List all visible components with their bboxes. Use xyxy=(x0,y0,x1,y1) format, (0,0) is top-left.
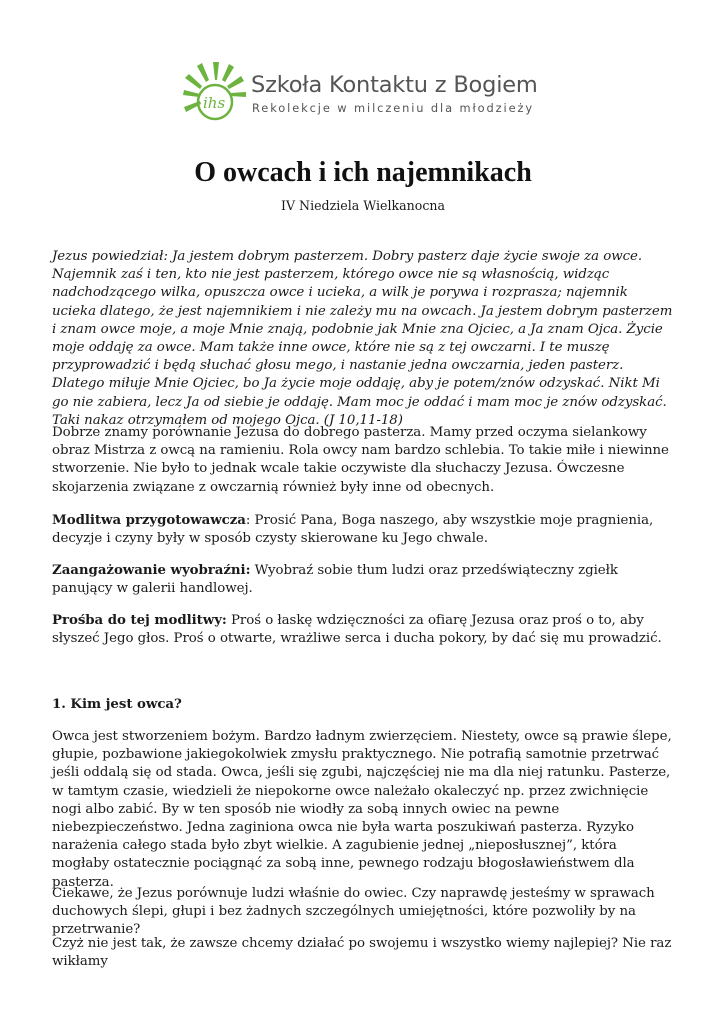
section-heading: 1. Kim jest owca? xyxy=(52,696,182,712)
request-paragraph xyxy=(52,611,674,648)
section-paragraph-1: Owca jest stworzeniem bożym. Bardzo ładnym zwierzęciem. Niestety, owce są prawie ślepe, głupie, pozbawione jakiegokolwiek zmysłu praktycznego. Nie potrafią samotnie przetrwać jeśli oddalą się od stada. Owca, jeśli się zgubi, najczęściej nie ma dla niej ratunku. Pasterze, w tamtym czasie, wiedzieli że niepokorne owce należało okaleczyć np. przez zwichnięcie nogi albo zabić. By w ten sposób nie wiodły za sobą innych owiec na pewne niebezpieczeństwo. Jedna zaginiona owca nie była warta poszukiwań pasterza. Ryzyko narażenia całego stada było zbyt wielkie. A zagubienie jednej „nieposłusznej”, która mogłaby ostatecznie pociągnąć za sobą inne, pewnego rodzaju błogosławieństwem dla pasterza. xyxy=(52,729,672,890)
request-label: Prośba do tej modlitwy: xyxy=(52,612,227,628)
section-paragraph-2: Ciekawe, że Jezus porównuje ludzi właśnie do owiec. Czy naprawdę jesteśmy w sprawach duchowych ślepi, głupi i bez żadnych szczególnych umiejętności, które pozwoliły by na przetrwanie? xyxy=(52,886,655,938)
prayer-paragraph xyxy=(52,511,674,548)
logo-tagline: Rekolekcje w milczeniu dla młodzieży xyxy=(252,101,535,115)
page-title: O owcach i ich najemnikach xyxy=(194,157,532,188)
prayer-label: Modlitwa przygotowawcza xyxy=(52,512,246,528)
sun-emblem-icon xyxy=(183,58,249,126)
page-subtitle: IV Niedziela Wielkanocna xyxy=(280,198,446,213)
svg-text:ihs: ihs xyxy=(203,94,226,112)
scripture-quote: Jezus powiedział: Ja jestem dobrym pasterzem. Dobry pasterz daje życie swoje za owce. Najemnik zaś i ten, kto nie jest pasterzem, którego owce nie są własnością, widząc nadchodzącego wilka, opuszcza owce i ucieka, a wilk je porywa i rozprasza; najemnik ucieka dlatego, że jest najemnikiem i nie zależy mu na owcach. Ja jestem dobrym pasterzem i znam owce moje, a moje Mnie znają, podobnie jak Mnie zna Ojciec, a Ja znam Ojca. Życie moje oddaję za owce. Mam także inne owce, które nie są z tej owczarni. I te muszę przyprowadzić i będą słuchać głosu mego, i nastanie jedna owczarnia, jeden pasterz. Dlatego miłuje Mnie Ojciec, bo Ja życie moje oddaję, aby je potem/znów odzyskać. Nikt Mi go nie zabiera, lecz Ja od siebie je oddaję. Mam moc je oddać i mam moc je znów odzyskać. Taki nakaz otrzymałem od mojego Ojca. (J 10,11-18) xyxy=(52,249,673,428)
imagination-paragraph xyxy=(52,561,674,598)
logo-title: Szkoła Kontaktu z Bogiem xyxy=(251,72,538,98)
intro-paragraph: Dobrze znamy porównanie Jezusa do dobrego pasterza. Mamy przed oczyma sielankowy obraz Mistrza z owcą na ramieniu. Rola owcy nam bardzo schlebia. To takie miłe i niewinne stworzenie. Nie było to jednak wcale takie oczywiste dla słuchaczy Jezusa. Ówczesne skojarzenia związane z owczarnią również były inne od obecnych. xyxy=(52,425,669,495)
section-paragraph-3: Czyż nie jest tak, że zawsze chcemy działać po swojemu i wszystko wiemy najlepiej? Nie raz wikłamy xyxy=(52,936,672,970)
logo xyxy=(183,58,543,128)
request-text: Proś o łaskę wdzięczności za ofiarę Jezusa oraz proś o to, aby słyszeć Jego głos. Proś o otwarte, wrażliwe serca i ducha pokory, by dać się mu prowadzić. xyxy=(52,613,662,647)
imagination-label: Zaangażowanie wyobraźni: xyxy=(52,562,251,578)
imagination-text: Wyobraź sobie tłum ludzi oraz przedświąteczny zgiełk panujący w galerii handlowej. xyxy=(52,563,618,597)
prayer-text: : Prosić Pana, Boga naszego, aby wszystkie moje pragnienia, decyzje i czyny były w sposób czysty skierowane ku Jego chwale. xyxy=(52,513,654,547)
